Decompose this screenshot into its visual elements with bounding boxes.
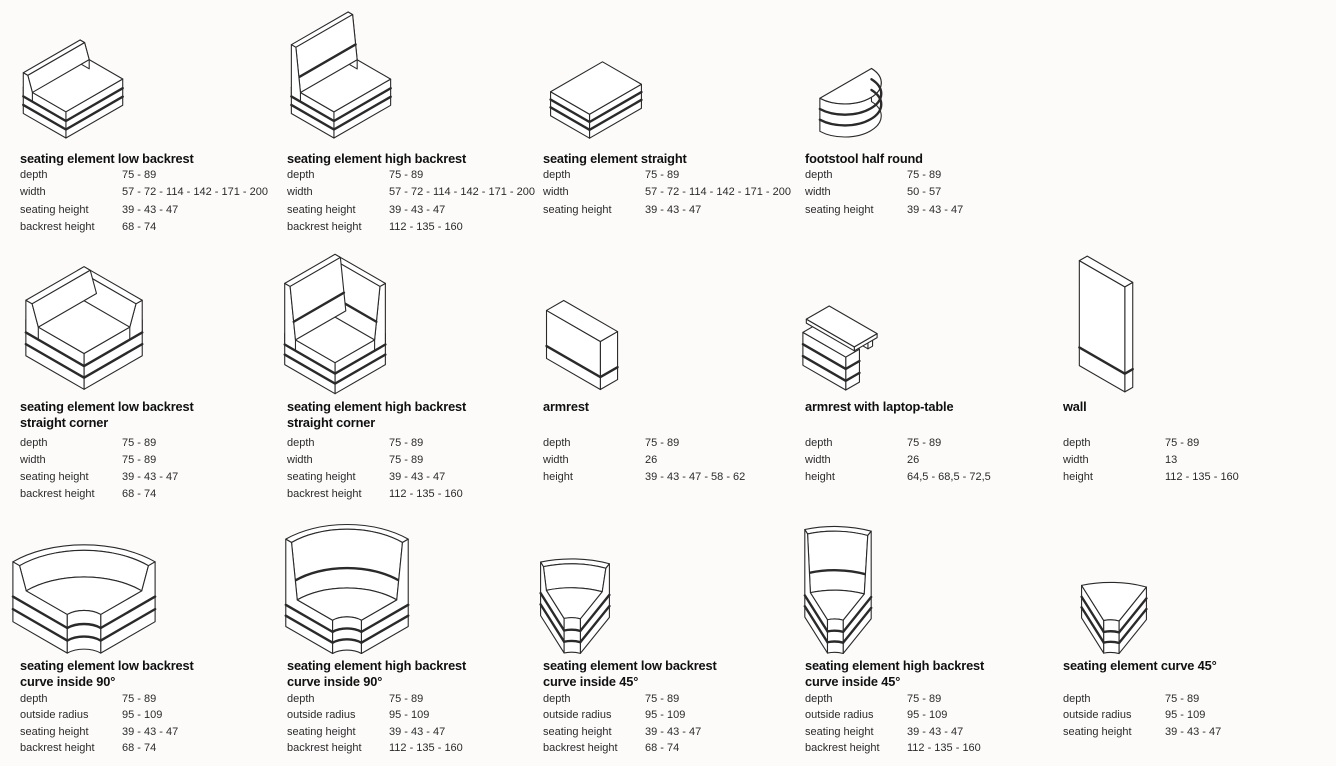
spec-row	[20, 709, 282, 725]
spec-row	[287, 186, 549, 203]
item-title: seating element low backrest	[20, 399, 194, 414]
spec-table	[20, 169, 282, 238]
spec-value: 112 - 135 - 160	[389, 220, 463, 233]
spec-label: depth	[20, 693, 48, 705]
spec-label: height	[1063, 471, 1093, 483]
product-item	[20, 399, 282, 500]
wall-figure	[1066, 254, 1146, 394]
spec-row	[1063, 726, 1325, 742]
spec-row	[543, 204, 805, 221]
spec-row	[805, 726, 1067, 742]
spec-label: outside radius	[20, 709, 89, 722]
spec-value: 68 - 74	[122, 488, 157, 500]
spec-row	[1063, 693, 1325, 709]
product-item	[20, 151, 282, 233]
spec-label: width	[543, 454, 569, 466]
spec-row	[287, 437, 549, 454]
item-title: seating element high backrest	[287, 399, 467, 414]
armrest-figure	[542, 298, 622, 392]
spec-label: outside radius	[543, 709, 612, 722]
product-item	[287, 399, 549, 500]
spec-row	[543, 726, 805, 742]
spec-row	[20, 437, 282, 454]
spec-row	[805, 471, 1067, 488]
spec-label: backrest height	[20, 488, 95, 500]
spec-row	[543, 709, 805, 725]
spec-table	[543, 169, 805, 221]
spec-row	[543, 437, 805, 454]
spec-label: backrest height	[20, 220, 95, 233]
spec-value: 75 - 89	[907, 169, 942, 181]
spec-row	[20, 204, 282, 221]
spec-value: 39 - 43 - 47	[122, 203, 179, 216]
spec-row	[287, 726, 549, 742]
spec-label: height	[543, 471, 573, 483]
spec-row	[805, 454, 1067, 471]
spec-table	[805, 169, 1067, 221]
spec-row	[1063, 454, 1325, 471]
spec-value: 13	[1165, 454, 1178, 466]
spec-label: width	[805, 454, 831, 466]
spec-value: 39 - 43 - 47	[389, 471, 446, 483]
spec-table	[1063, 437, 1325, 488]
spec-label: depth	[543, 437, 571, 449]
spec-value: 39 - 43 - 47	[389, 725, 446, 738]
spec-value: 57 - 72 - 114 - 142 - 171 - 200	[389, 186, 535, 199]
spec-row	[543, 693, 805, 709]
curve90-high-backrest-figure	[276, 522, 418, 656]
spec-label: seating height	[543, 725, 612, 738]
seat-straight-figure	[542, 60, 650, 140]
product-item	[1063, 399, 1325, 483]
spec-label: seating height	[20, 203, 89, 216]
spec-value: 75 - 89	[1165, 693, 1200, 705]
spec-table	[1063, 693, 1325, 742]
spec-value: 75 - 89	[122, 454, 157, 466]
spec-row	[543, 742, 805, 758]
spec-value: 75 - 89	[645, 437, 680, 449]
spec-value: 75 - 89	[122, 693, 157, 705]
spec-label: seating height	[20, 471, 89, 483]
spec-label: seating height	[287, 471, 356, 483]
spec-row	[20, 454, 282, 471]
spec-row	[805, 169, 1067, 186]
spec-value: 39 - 43 - 47	[645, 203, 702, 216]
spec-label: depth	[20, 169, 48, 181]
spec-row	[1063, 437, 1325, 454]
spec-row	[20, 169, 282, 186]
product-item	[805, 151, 1067, 216]
spec-value: 95 - 109	[389, 709, 430, 722]
item-title: seating element low backrest	[543, 658, 717, 673]
item-title-line2: straight corner	[20, 415, 109, 430]
spec-value: 75 - 89	[389, 169, 424, 181]
spec-row	[20, 221, 282, 238]
spec-row	[543, 471, 805, 488]
spec-row	[20, 726, 282, 742]
spec-label: width	[543, 186, 569, 199]
spec-row	[287, 454, 549, 471]
spec-value: 26	[907, 454, 920, 466]
product-item	[543, 151, 805, 216]
spec-label: width	[805, 186, 831, 199]
spec-label: depth	[287, 437, 315, 449]
spec-row	[287, 742, 549, 758]
spec-table	[543, 693, 805, 758]
spec-row	[543, 186, 805, 203]
spec-label: seating height	[1063, 725, 1132, 738]
spec-row	[20, 471, 282, 488]
product-item	[1063, 658, 1325, 738]
spec-table	[20, 437, 282, 505]
item-title-line2: straight corner	[287, 415, 376, 430]
spec-row	[805, 186, 1067, 203]
item-title: seating element curve 45°	[1063, 658, 1217, 673]
spec-value: 64,5 - 68,5 - 72,5	[907, 471, 991, 483]
corner-low-backrest-figure	[16, 264, 152, 392]
spec-row	[805, 204, 1067, 221]
curve45-seat-figure	[1076, 580, 1152, 656]
spec-label: backrest height	[543, 741, 618, 754]
spec-value: 75 - 89	[389, 454, 424, 466]
spec-label: depth	[287, 169, 315, 181]
corner-high-backrest-figure	[280, 252, 390, 396]
spec-value: 57 - 72 - 114 - 142 - 171 - 200	[122, 186, 268, 199]
spec-row	[20, 186, 282, 203]
spec-label: width	[287, 186, 313, 199]
product-item	[20, 658, 282, 754]
item-title: seating element high backrest	[805, 658, 985, 673]
spec-value: 95 - 109	[122, 709, 163, 722]
spec-value: 75 - 89	[389, 693, 424, 705]
spec-label: depth	[1063, 437, 1091, 449]
spec-value: 26	[645, 454, 658, 466]
spec-label: outside radius	[1063, 709, 1132, 722]
item-title-line2: curve inside 45°	[543, 674, 639, 689]
item-title: armrest	[543, 399, 589, 414]
spec-label: backrest height	[287, 220, 362, 233]
spec-label: depth	[20, 437, 48, 449]
item-title: footstool half round	[805, 151, 923, 166]
spec-row	[543, 454, 805, 471]
product-item	[543, 399, 805, 483]
spec-row	[20, 488, 282, 505]
spec-value: 75 - 89	[1165, 437, 1200, 449]
spec-label: width	[20, 186, 46, 199]
spec-label: depth	[543, 693, 571, 705]
spec-value: 75 - 89	[122, 169, 157, 181]
spec-row	[805, 709, 1067, 725]
spec-row	[1063, 471, 1325, 488]
spec-row	[805, 693, 1067, 709]
spec-row	[20, 742, 282, 758]
spec-label: seating height	[805, 725, 874, 738]
spec-value: 68 - 74	[122, 220, 157, 233]
product-item	[805, 399, 1067, 483]
product-item	[287, 658, 549, 754]
spec-label: width	[287, 454, 313, 466]
spec-label: seating height	[287, 203, 356, 216]
spec-row	[805, 742, 1067, 758]
spec-row	[287, 221, 549, 238]
spec-value: 112 - 135 - 160	[907, 741, 981, 754]
spec-value: 112 - 135 - 160	[1165, 471, 1239, 483]
spec-label: width	[20, 454, 46, 466]
spec-value: 95 - 109	[1165, 709, 1206, 722]
item-title-line2: curve inside 90°	[20, 674, 116, 689]
spec-label: depth	[805, 693, 833, 705]
spec-row	[287, 169, 549, 186]
spec-value: 39 - 43 - 47	[1165, 725, 1222, 738]
spec-value: 39 - 43 - 47	[907, 725, 964, 738]
spec-label: seating height	[287, 725, 356, 738]
spec-row	[287, 709, 549, 725]
item-title: seating element high backrest	[287, 151, 467, 166]
spec-value: 39 - 43 - 47	[122, 471, 179, 483]
curve45-low-backrest-figure	[538, 546, 612, 656]
curve45-high-backrest-figure	[800, 524, 876, 656]
item-title: seating element low backrest	[20, 658, 194, 673]
spec-value: 112 - 135 - 160	[389, 488, 463, 500]
footstool-half-round-figure	[806, 66, 896, 140]
item-title: seating element low backrest	[20, 151, 194, 166]
spec-value: 68 - 74	[122, 741, 157, 754]
spec-value: 39 - 43 - 47	[907, 203, 964, 216]
item-title: wall	[1063, 399, 1087, 414]
item-title: armrest with laptop-table	[805, 399, 954, 414]
spec-label: depth	[805, 437, 833, 449]
spec-label: backrest height	[287, 488, 362, 500]
spec-row	[805, 437, 1067, 454]
spec-label: backrest height	[287, 741, 362, 754]
spec-table	[20, 693, 282, 758]
spec-value: 75 - 89	[645, 169, 680, 181]
spec-value: 75 - 89	[907, 437, 942, 449]
spec-label: backrest height	[20, 741, 95, 754]
spec-value: 75 - 89	[389, 437, 424, 449]
item-title-line2: curve inside 45°	[805, 674, 901, 689]
seat-low-backrest-figure	[12, 38, 134, 140]
seat-high-backrest-figure	[286, 10, 396, 140]
spec-value: 39 - 43 - 47	[122, 725, 179, 738]
spec-label: depth	[805, 169, 833, 181]
spec-row	[287, 471, 549, 488]
spec-value: 68 - 74	[645, 741, 680, 754]
spec-label: seating height	[805, 203, 874, 216]
spec-row	[287, 488, 549, 505]
product-item	[287, 151, 549, 233]
spec-table	[287, 169, 549, 238]
spec-value: 39 - 43 - 47	[389, 203, 446, 216]
spec-label: seating height	[543, 203, 612, 216]
spec-table	[287, 693, 549, 758]
spec-value: 39 - 43 - 47	[645, 725, 702, 738]
spec-value: 50 - 57	[907, 186, 942, 199]
spec-label: seating height	[20, 725, 89, 738]
spec-label: depth	[543, 169, 571, 181]
spec-value: 75 - 89	[645, 693, 680, 705]
item-title: seating element straight	[543, 151, 687, 166]
product-item	[543, 658, 805, 754]
spec-row	[1063, 709, 1325, 725]
spec-label: height	[805, 471, 835, 483]
spec-label: backrest height	[805, 741, 880, 754]
spec-value: 95 - 109	[645, 709, 686, 722]
spec-value: 75 - 89	[907, 693, 942, 705]
armrest-laptop-table-figure	[798, 304, 882, 392]
spec-table	[287, 437, 549, 505]
spec-label: depth	[287, 693, 315, 705]
spec-value: 75 - 89	[122, 437, 157, 449]
item-title-line2: curve inside 90°	[287, 674, 383, 689]
spec-value: 39 - 43 - 47 - 58 - 62	[645, 471, 746, 483]
spec-table	[543, 437, 805, 488]
spec-label: depth	[1063, 693, 1091, 705]
spec-value: 112 - 135 - 160	[389, 741, 463, 754]
spec-label: width	[1063, 454, 1089, 466]
curve90-low-backrest-figure	[10, 534, 158, 656]
spec-row	[543, 169, 805, 186]
spec-label: outside radius	[805, 709, 874, 722]
spec-row	[287, 204, 549, 221]
spec-table	[805, 693, 1067, 758]
product-item	[805, 658, 1067, 754]
item-title: seating element high backrest	[287, 658, 467, 673]
spec-row	[287, 693, 549, 709]
spec-table	[805, 437, 1067, 488]
spec-row	[20, 693, 282, 709]
spec-value: 57 - 72 - 114 - 142 - 171 - 200	[645, 186, 791, 199]
spec-value: 95 - 109	[907, 709, 948, 722]
spec-label: outside radius	[287, 709, 356, 722]
